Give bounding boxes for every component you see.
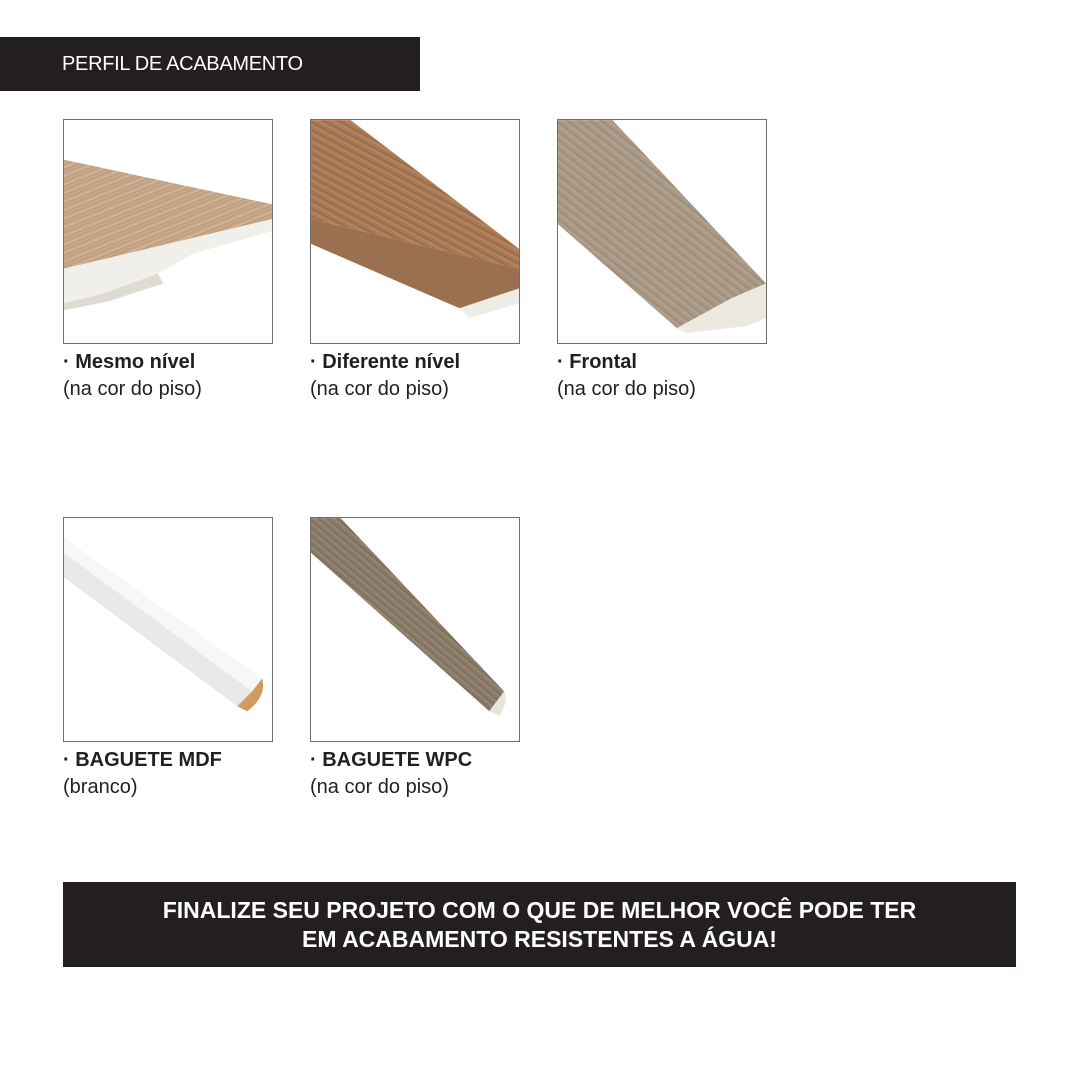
section-title: PERFIL DE ACABAMENTO xyxy=(62,52,303,75)
frontal-profile-image xyxy=(557,119,767,344)
product-name: · Diferente nível xyxy=(310,351,461,373)
section-header xyxy=(0,37,420,91)
product-card-baguete-mdf xyxy=(63,517,273,801)
cta-banner xyxy=(63,882,1016,967)
product-name: · Frontal xyxy=(557,351,637,373)
banner-line-1: FINALIZE SEU PROJETO COM O QUE DE MELHOR VOCÊ PODE TER xyxy=(162,896,917,923)
product-card-diferente-nivel xyxy=(310,119,520,403)
product-subtitle: (na cor do piso) xyxy=(63,378,202,400)
product-card-baguete-wpc xyxy=(310,517,520,801)
product-name: · BAGUETE WPC xyxy=(310,749,473,771)
baguete-mdf-profile-image xyxy=(63,517,273,742)
product-subtitle: (na cor do piso) xyxy=(310,378,449,400)
diferente-nivel-profile-image xyxy=(310,119,520,344)
product-name: · BAGUETE MDF xyxy=(63,749,222,771)
product-subtitle: (branco) xyxy=(63,776,138,798)
baguete-wpc-profile-image xyxy=(310,517,520,742)
mesmo-nivel-profile-image xyxy=(63,119,273,344)
product-name: · Mesmo nível xyxy=(63,351,196,373)
product-subtitle: (na cor do piso) xyxy=(310,776,449,798)
product-subtitle: (na cor do piso) xyxy=(557,378,696,400)
banner-line-2: EM ACABAMENTO RESISTENTES A ÁGUA! xyxy=(302,925,777,952)
product-card-mesmo-nivel xyxy=(63,119,273,403)
product-card-frontal xyxy=(557,119,767,403)
